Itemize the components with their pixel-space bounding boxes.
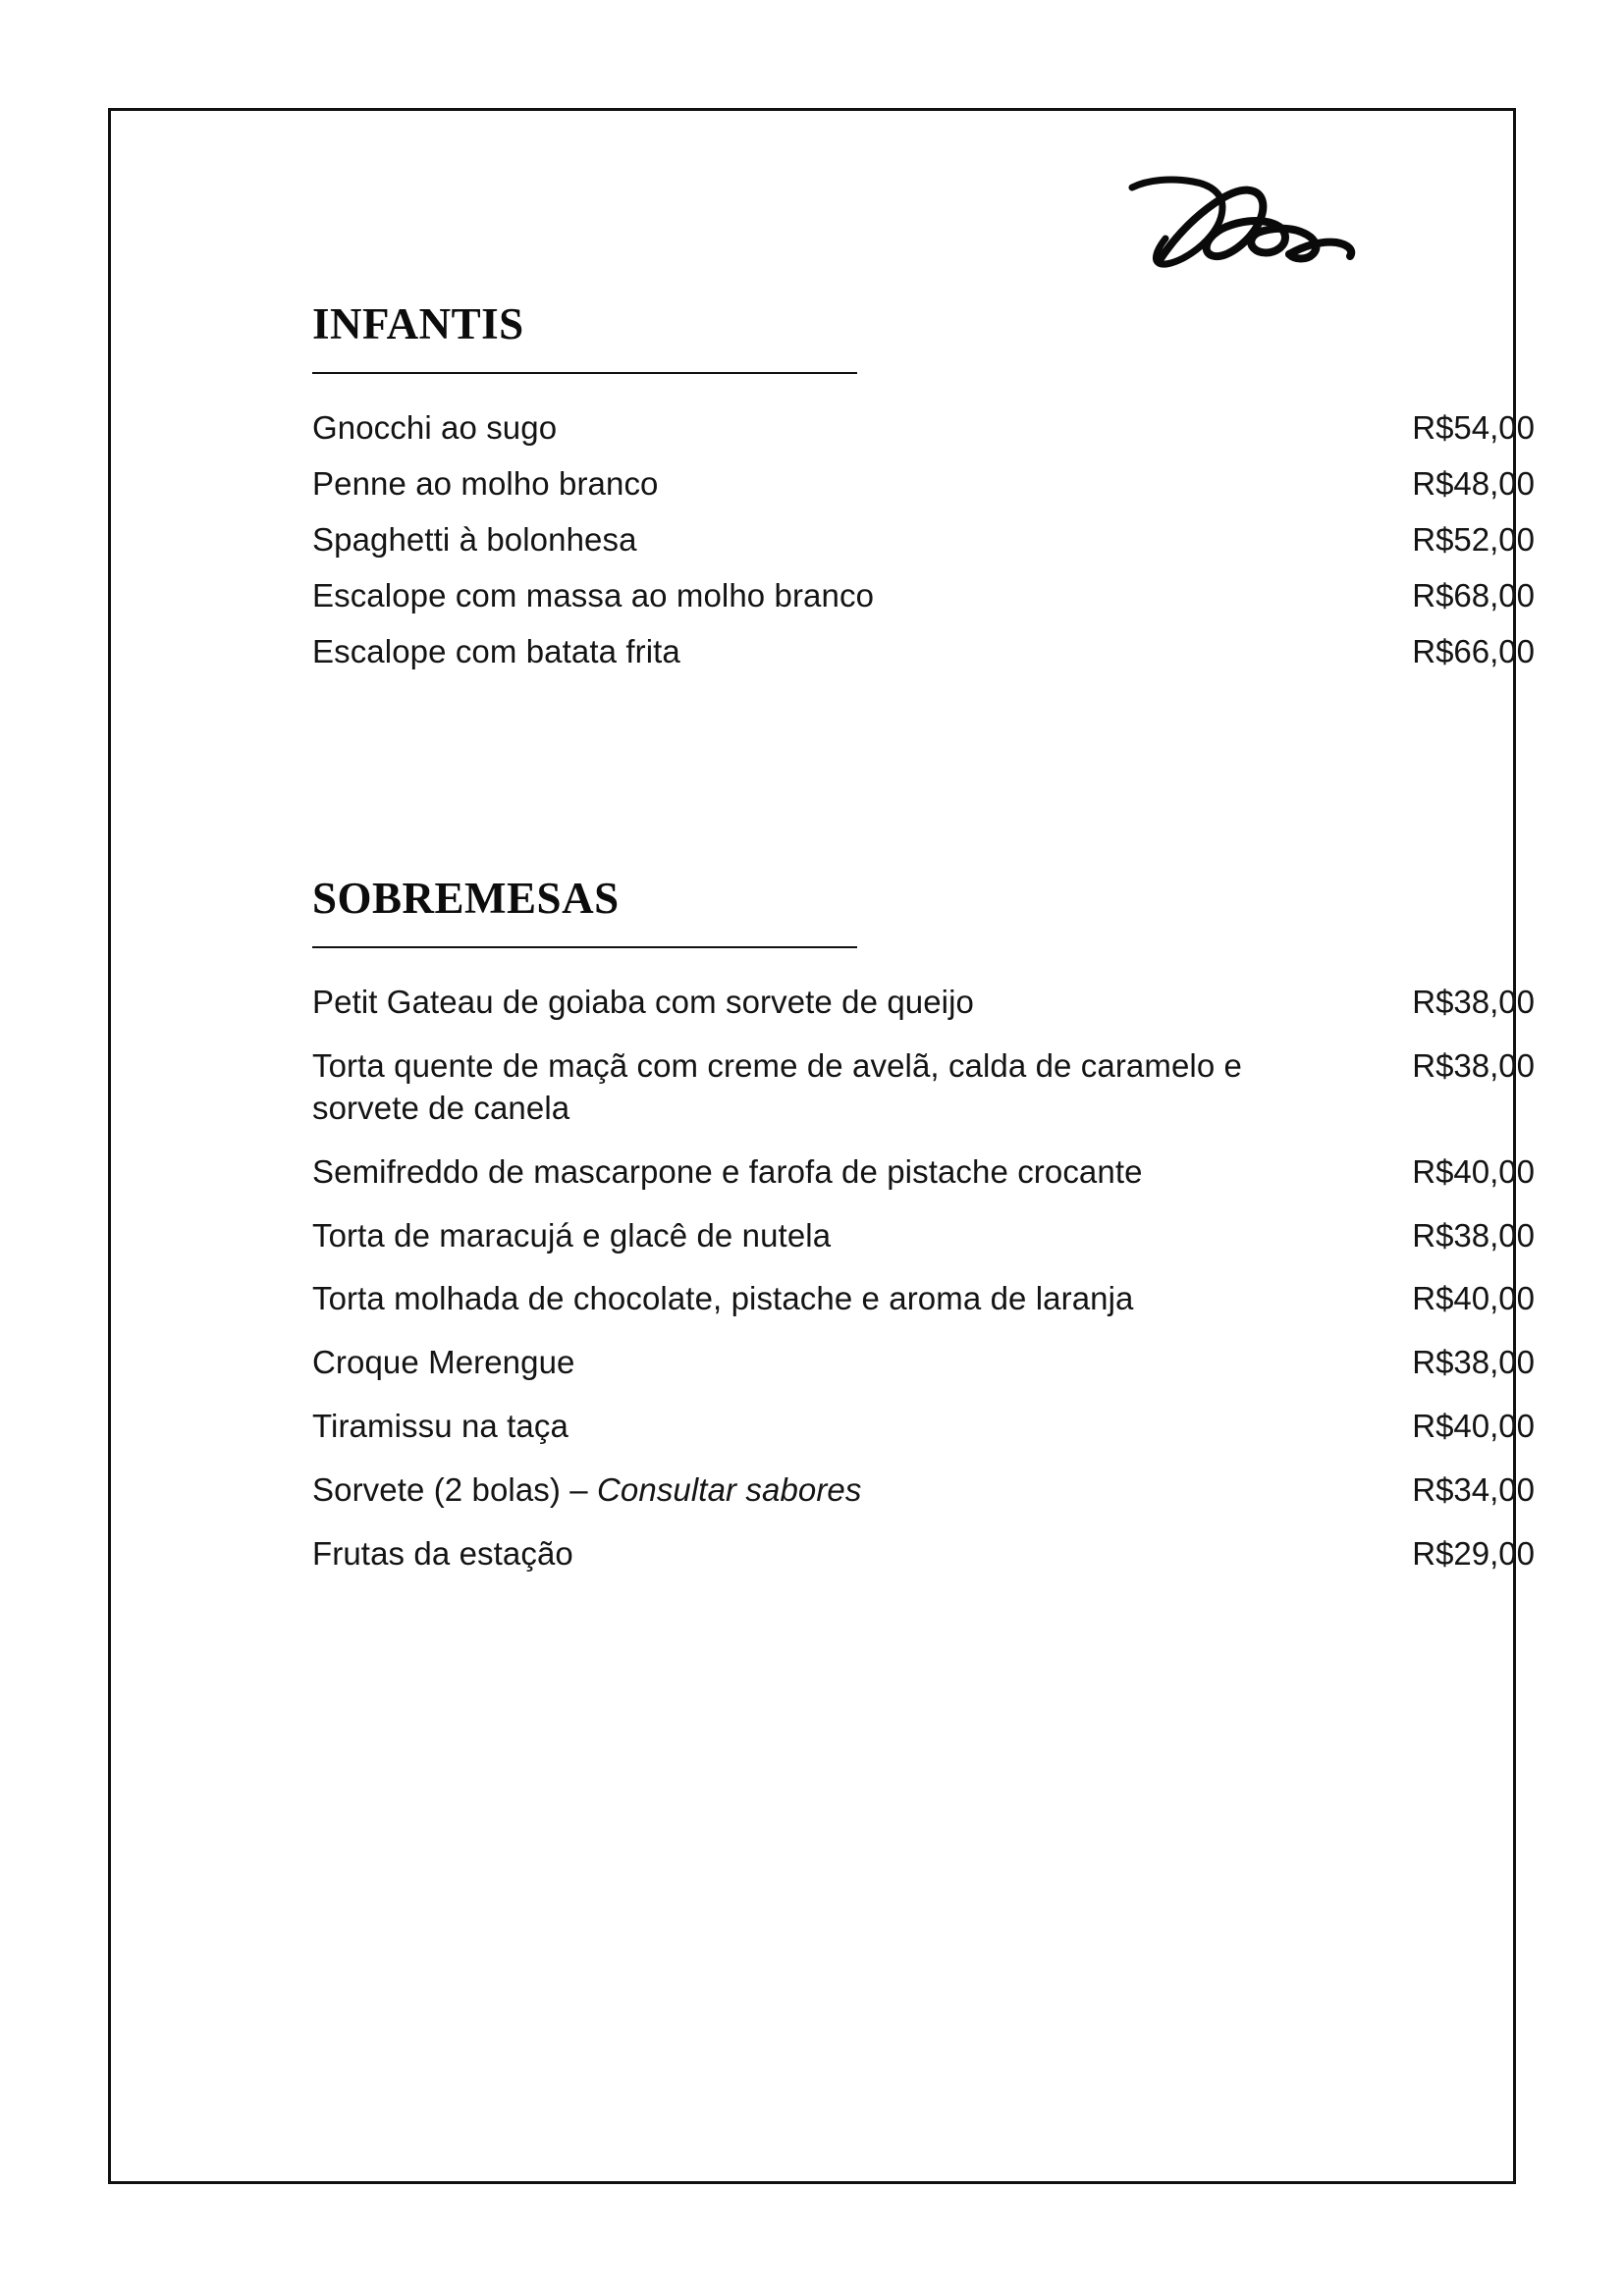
menu-item-price: R$29,00 — [1412, 1535, 1535, 1573]
menu-item-name: Frutas da estação — [312, 1535, 573, 1573]
menu-item-price: R$40,00 — [1412, 1280, 1535, 1317]
menu-item-price: R$48,00 — [1412, 464, 1535, 502]
menu-item-row — [312, 519, 1535, 561]
menu-item-name: Escalope com batata frita — [312, 632, 680, 669]
menu-item-name: Gnocchi ao sugo — [312, 409, 558, 446]
menu-item-name: Semifreddo de mascarpone e farofa de pistache crocante — [312, 1152, 1143, 1190]
menu-item-list-sobremesas — [312, 982, 1535, 1575]
menu-item-row — [312, 1215, 1535, 1257]
menu-item-name: Tiramissu na taça — [312, 1408, 568, 1445]
menu-item-price: R$34,00 — [1412, 1471, 1535, 1509]
menu-item-price: R$52,00 — [1412, 520, 1535, 558]
menu-item-row — [312, 1342, 1535, 1384]
menu-item-price: R$38,00 — [1412, 1046, 1535, 1084]
menu-section-sobremesas — [312, 874, 1535, 1597]
menu-item-row — [312, 1151, 1535, 1194]
menu-item-row — [312, 1045, 1535, 1130]
menu-item-name: Torta de maracujá e glacê de nutela — [312, 1216, 832, 1254]
menu-item-price: R$68,00 — [1412, 576, 1535, 614]
menu-item-name-note: Consultar sabores — [596, 1471, 862, 1509]
menu-item-name: Torta molhada de chocolate, pistache e aroma de laranja — [312, 1280, 1134, 1317]
menu-item-row — [312, 575, 1535, 617]
menu-item-row — [312, 1406, 1535, 1448]
menu-item-row — [312, 1469, 1535, 1512]
menu-item-name — [312, 1469, 862, 1512]
menu-content — [312, 111, 1540, 2181]
menu-item-row — [312, 463, 1535, 506]
menu-item-price: R$66,00 — [1412, 632, 1535, 669]
menu-item-row — [312, 1278, 1535, 1320]
menu-item-price: R$54,00 — [1412, 409, 1535, 446]
menu-item-row — [312, 982, 1535, 1024]
menu-item-name: Croque Merengue — [312, 1344, 575, 1381]
menu-item-name: Spaghetti à bolonhesa — [312, 520, 637, 558]
section-divider — [312, 946, 857, 948]
section-divider — [312, 372, 857, 374]
menu-page-frame — [108, 108, 1535, 2184]
menu-item-row — [312, 407, 1535, 450]
menu-item-price: R$38,00 — [1412, 1344, 1535, 1381]
menu-item-name-plain: Sorvete (2 bolas) – — [312, 1471, 597, 1509]
menu-item-name: Petit Gateau de goiaba com sorvete de queijo — [312, 984, 975, 1020]
menu-item-name: Escalope com massa ao molho branco — [312, 576, 875, 614]
menu-item-price: R$38,00 — [1412, 984, 1535, 1020]
section-title-sobremesas: SOBREMESAS — [312, 874, 620, 923]
menu-item-price: R$38,00 — [1412, 1216, 1535, 1254]
menu-item-price: R$40,00 — [1412, 1408, 1535, 1445]
menu-item-list-infantis — [312, 407, 1535, 672]
menu-item-name: Torta quente de maçã com creme de avelã, calda de caramelo e sorvete de canela — [312, 1046, 1243, 1126]
menu-item-price: R$40,00 — [1412, 1152, 1535, 1190]
menu-item-row — [312, 1533, 1535, 1575]
menu-item-name: Penne ao molho branco — [312, 464, 659, 502]
menu-item-row — [312, 631, 1535, 673]
menu-section-infantis — [312, 299, 1535, 686]
section-title-infantis: INFANTIS — [312, 299, 524, 348]
